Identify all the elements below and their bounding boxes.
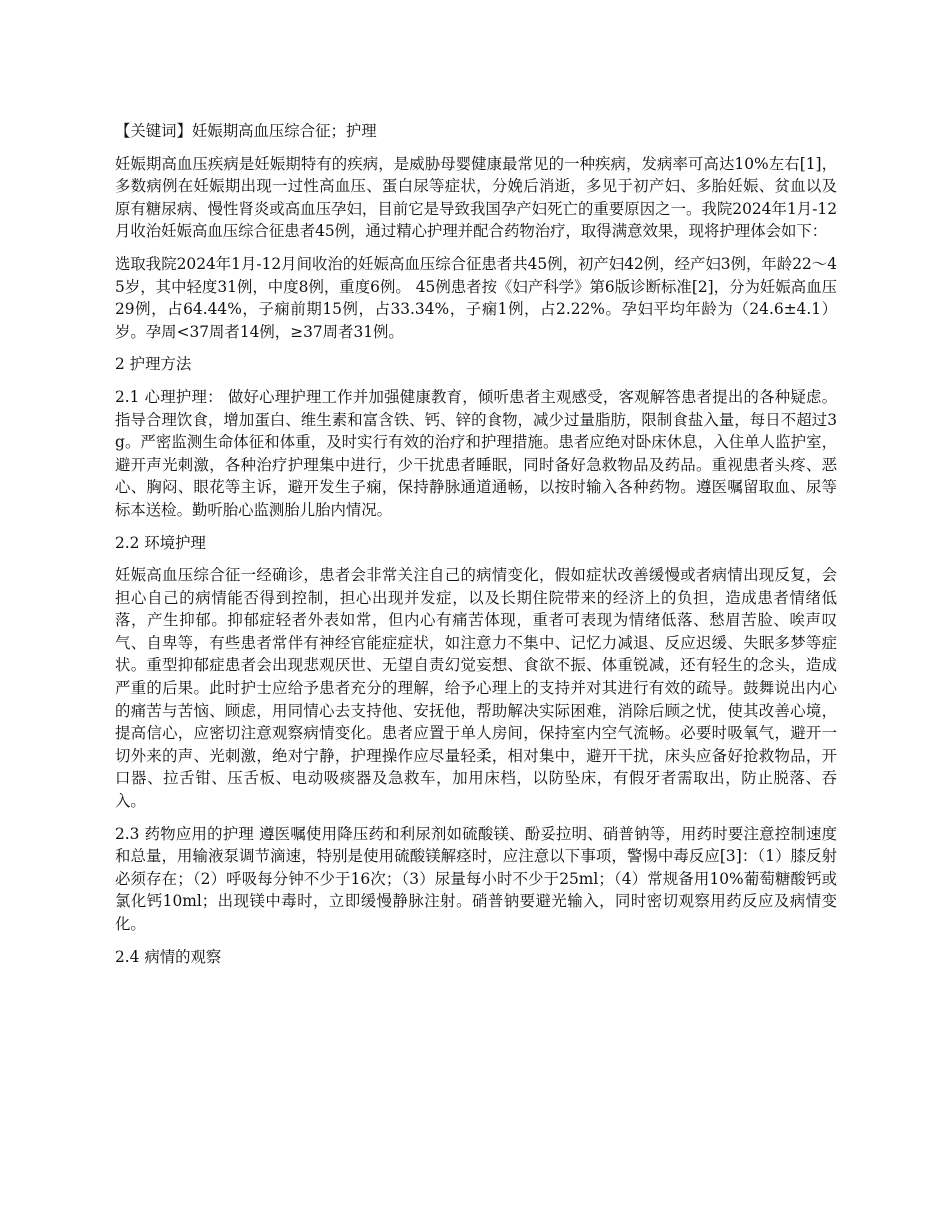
keywords-line: 【关键词】妊娠期高血压综合征；护理	[115, 122, 377, 140]
section-medication-nursing: 2.3 药物应用的护理 遵医嘱使用降压药和利尿剂如硫酸镁、酚妥拉明、硝普钠等，用药时要注意控制速度和总量，用输液泵调节滴速，特别是使用硫酸镁解痉时，应注意以下事项，警惕中毒反应[3]：（1）膝反射必须存在；（2）呼吸每分钟不少于16次；（3）尿量每小时不少于25ml；（4）常规备用10%葡萄糖酸钙或氯化钙10ml；出现镁中毒时，立即缓慢静脉注射。硝普钠要避光输入，同时密切观察用药反应及病情变化。	[115, 824, 837, 933]
section-psychological-nursing: 2.1 心理护理： 做好心理护理工作并加强健康教育，倾听患者主观感受，客观解答患者提出的各种疑虑。指导合理饮食，增加蛋白、维生素和富含铁、钙、锌的食物，减少过量脂肪，限制食盐入量，每日不超过3g。严密监测生命体征和体重，及时实行有效的治疗和护理措施。患者应绝对卧床休息，入住单人监护室，避开声光刺激，各种治疗护理集中进行，少干扰患者睡眠，同时备好急救物品及药品。重视患者头疼、恶心、胸闷、眼花等主诉，避开发生子痫，保持静脉通道通畅，以按时输入各种药物。遵医嘱留取血、尿等标本送检。勤听胎心监测胎儿胎内情况。	[115, 387, 837, 519]
section-heading-observation: 2.4 病情的观察	[115, 947, 222, 966]
clinical-data-paragraph: 选取我院2024年1月-12月间收治的妊娠高血压综合征患者共45例，初产妇42例，经产妇3例，年龄22～45岁，其中轻度31例，中度8例，重度6例。 45例患者按《妇产科学》第6版诊断标准[2]，分为妊娠高血压29例，占64.44%，子痫前期15例，占33.34%，子痫1例，占2.22%。孕妇平均年龄为（24.6±4.1）岁。孕周<37周者14例，≥37周者31例。	[115, 254, 837, 341]
section-heading-nursing-methods: 2 护理方法	[115, 355, 192, 374]
intro-paragraph: 妊娠期高血压疾病是妊娠期特有的疾病，是威胁母婴健康最常见的一种疾病，发病率可高达10%左右[1]，多数病例在妊娠期出现一过性高血压、蛋白尿等症状，分娩后消逝，多见于初产妇、多胎妊娠、贫血以及原有糖尿病、慢性肾炎或高血压孕妇，目前它是导致我国孕产妇死亡的重要原因之一。我院2024年1月-12月收治妊娠高血压综合征患者45例，通过精心护理并配合药物治疗，取得满意效果，现将护理体会如下：	[115, 154, 837, 241]
document-body	[115, 120, 837, 978]
section-heading-environment-nursing: 2.2 环境护理	[115, 533, 206, 552]
section-environment-nursing: 妊娠高血压综合征一经确诊，患者会非常关注自己的病情变化，假如症状改善缓慢或者病情出现反复，会担心自己的病情能否得到控制，担心出现并发症，以及长期住院带来的经济上的负担，造成患者情绪低落，产生抑郁。抑郁症轻者外表如常，但内心有痛苦体现，重者可表现为情绪低落、愁眉苦脸、唉声叹气、自卑等，有些患者常伴有神经官能症症状，如注意力不集中、记忆力减退、反应迟缓、失眠多梦等症状。重型抑郁症患者会出现悲观厌世、无望自责幻觉妄想、食欲不振、体重锐减，还有轻生的念头，造成严重的后果。此时护士应给予患者充分的理解，给予心理上的支持并对其进行有效的疏导。鼓舞说出内心的痛苦与苦恼、顾虑，用同情心去支持他、安抚他，帮助解决实际困难，消除后顾之忧，使其改善心境，提高信心，应密切注意观察病情变化。患者应置于单人房间，保持室内空气流畅。必要时吸氧气，避开一切外来的声、光刺激，绝对宁静，护理操作应尽量轻柔，相对集中，避开干扰，床头应备好抢救物品，开口器、拉舌钳、压舌板、电动吸痰器及急救车，加用床档，以防坠床，有假牙者需取出，防止脱落、吞入。	[115, 566, 837, 811]
